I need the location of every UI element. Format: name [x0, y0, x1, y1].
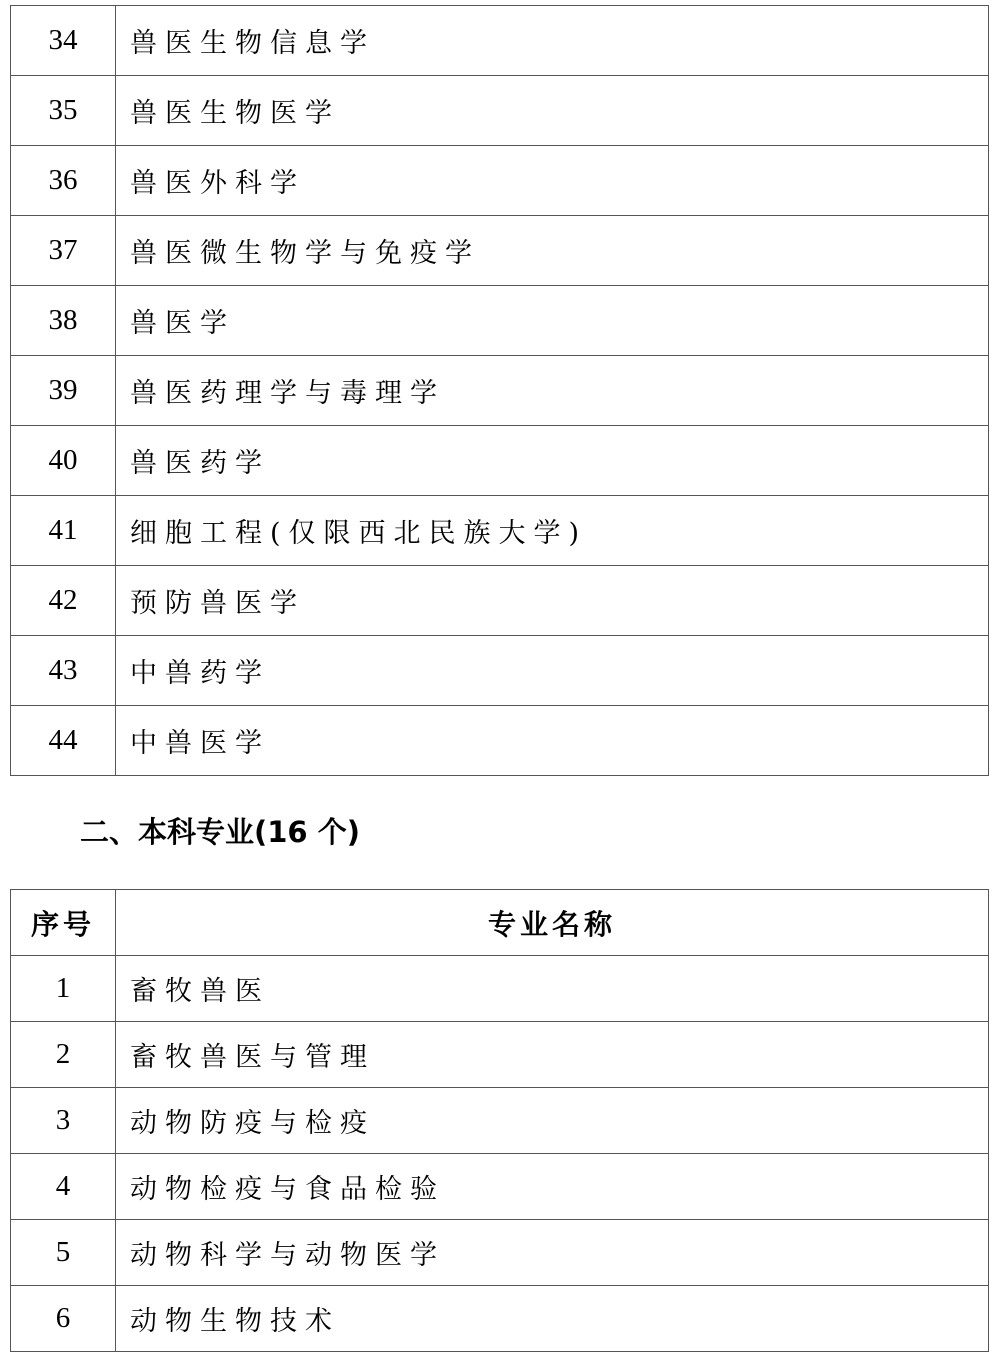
table-row — [11, 76, 989, 146]
specialty-name: 兽医微生物学与免疫学 — [116, 216, 989, 286]
specialty-name: 兽医生物医学 — [116, 76, 989, 146]
row-number: 42 — [11, 566, 116, 636]
specialty-name: 兽医外科学 — [116, 146, 989, 216]
header-name: 专业名称 — [116, 890, 989, 956]
table-row — [11, 636, 989, 706]
specialty-name: 动物科学与动物医学 — [116, 1220, 989, 1286]
table-row — [11, 1154, 989, 1220]
specialty-name: 兽医药理学与毒理学 — [116, 356, 989, 426]
row-number: 1 — [11, 956, 116, 1022]
table-row — [11, 146, 989, 216]
table-row — [11, 956, 989, 1022]
table-header-row — [11, 890, 989, 956]
specialty-name: 动物生物技术 — [116, 1286, 989, 1352]
table-row — [11, 1088, 989, 1154]
table-row — [11, 286, 989, 356]
specialty-name: 畜牧兽医与管理 — [116, 1022, 989, 1088]
table-row — [11, 1220, 989, 1286]
row-number: 40 — [11, 426, 116, 496]
specialty-table-continued — [10, 5, 989, 776]
table-row — [11, 356, 989, 426]
specialty-name: 细胞工程(仅限西北民族大学) — [116, 496, 989, 566]
table-row — [11, 6, 989, 76]
table-row — [11, 566, 989, 636]
table-row — [11, 496, 989, 566]
table-row — [11, 426, 989, 496]
row-number: 4 — [11, 1154, 116, 1220]
row-number: 35 — [11, 76, 116, 146]
row-number: 5 — [11, 1220, 116, 1286]
row-number: 41 — [11, 496, 116, 566]
row-number: 43 — [11, 636, 116, 706]
specialty-name: 预防兽医学 — [116, 566, 989, 636]
table-row — [11, 706, 989, 776]
specialty-name: 兽医学 — [116, 286, 989, 356]
row-number: 36 — [11, 146, 116, 216]
row-number: 2 — [11, 1022, 116, 1088]
row-number: 38 — [11, 286, 116, 356]
row-number: 44 — [11, 706, 116, 776]
specialty-name: 动物防疫与检疫 — [116, 1088, 989, 1154]
specialty-name: 中兽药学 — [116, 636, 989, 706]
undergraduate-specialty-table — [10, 889, 989, 1352]
specialty-name: 动物检疫与食品检验 — [116, 1154, 989, 1220]
specialty-name: 兽医药学 — [116, 426, 989, 496]
row-number: 34 — [11, 6, 116, 76]
table-row — [11, 1286, 989, 1352]
row-number: 39 — [11, 356, 116, 426]
row-number: 3 — [11, 1088, 116, 1154]
row-number: 6 — [11, 1286, 116, 1352]
section-heading: 二、本科专业(16 个) — [80, 815, 360, 849]
table-row — [11, 216, 989, 286]
row-number: 37 — [11, 216, 116, 286]
header-number: 序号 — [11, 890, 116, 956]
specialty-name: 兽医生物信息学 — [116, 6, 989, 76]
table-row — [11, 1022, 989, 1088]
specialty-name: 畜牧兽医 — [116, 956, 989, 1022]
specialty-name: 中兽医学 — [116, 706, 989, 776]
